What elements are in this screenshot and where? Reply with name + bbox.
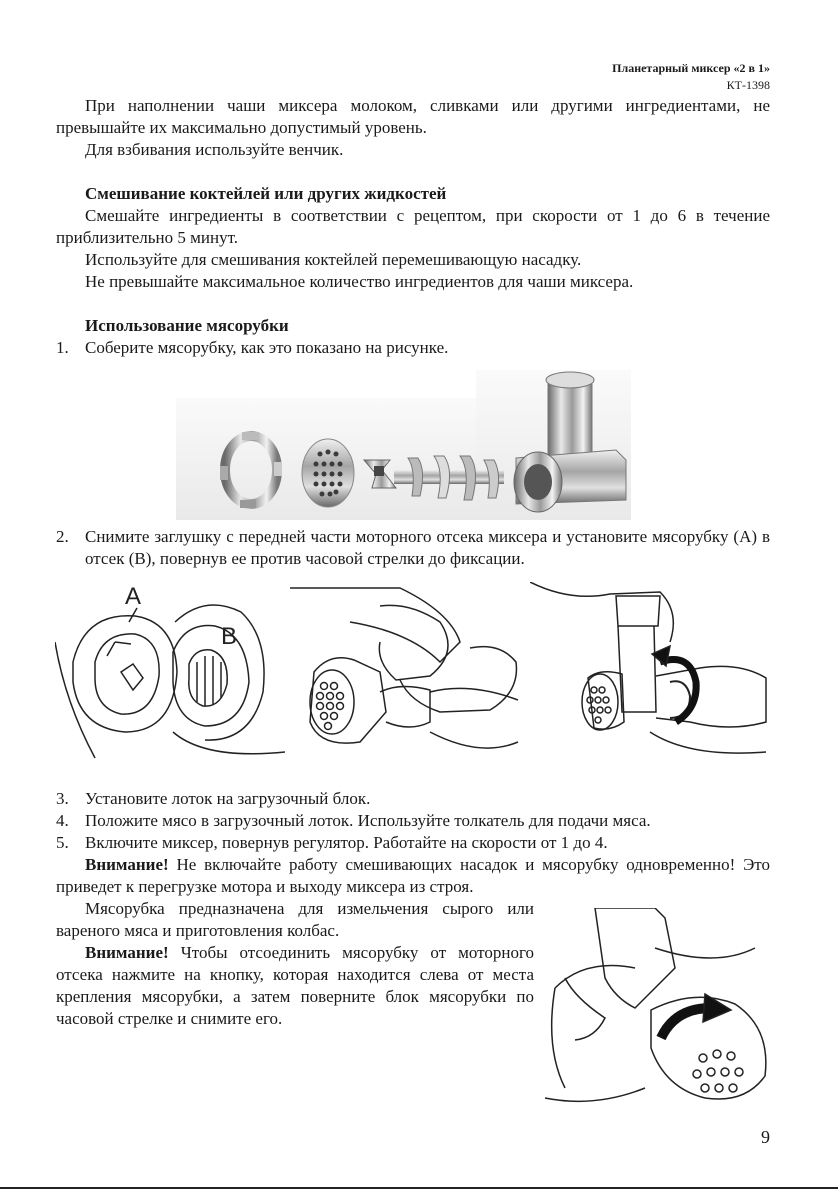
grinder-parts-photo: [176, 370, 631, 520]
warning-detach: [56, 942, 534, 1030]
header-title: Планетарный миксер «2 в 1»: [612, 61, 770, 75]
paragraph-whisk: Для взбивания используйте венчик.: [85, 140, 344, 159]
step-5: [56, 832, 770, 854]
step-3: [56, 788, 770, 810]
warning-2-text: Чтобы отсоединить мясорубку от моторного отсека нажмите на кнопку, которая находится слева от места крепления мясорубки, а затем поверните блок мясорубки по часовой стрелке и снимите его.: [56, 943, 534, 1028]
label-b: B: [221, 623, 238, 650]
step-2-text: Снимите заглушку с передней части моторного отсека миксера и установите мясорубку (А) в отсек (В), повернув ее против часовой стрелки до фиксации.: [85, 527, 770, 568]
step-5-text: Включите миксер, повернув регулятор. Работайте на скорости от 1 до 4.: [85, 833, 608, 852]
running-header: [612, 60, 770, 94]
step-1-number: 1.: [56, 338, 69, 357]
page-number: 9: [761, 1127, 770, 1147]
header-model: КТ-1398: [726, 78, 770, 92]
warning-1-label: Внимание!: [85, 855, 169, 874]
grinding-plate: [302, 439, 354, 507]
step-1: [56, 337, 770, 359]
warning-simultaneous: [56, 854, 770, 898]
step-5-number: 5.: [56, 833, 69, 852]
text-block-steps: [56, 788, 770, 898]
bottom-rule: [0, 1187, 838, 1189]
paragraph-purpose: Мясорубка предназначена для измельчения сырого или вареного мяса и приготовления колбас.: [56, 899, 534, 940]
paragraph-attachment: Используйте для смешивания коктейлей перемешивающую насадку.: [85, 250, 582, 269]
text-block-narrow: [56, 898, 534, 1030]
heading-cocktails: Смешивание коктейлей или других жидкостей: [85, 184, 447, 203]
paragraph-max: Не превышайте максимальное количество ингредиентов для чаши миксера.: [85, 272, 634, 291]
illustration-hand-insert: [290, 582, 525, 762]
step-4: [56, 810, 770, 832]
label-a: A: [125, 583, 142, 610]
warning-2-label: Внимание!: [85, 943, 169, 962]
paragraph-fill: При наполнении чаши миксера молоком, сливками или другими ингредиентами, не превышайте их максимально допустимый уровень.: [56, 96, 770, 137]
step-3-text: Установите лоток на загрузочный блок.: [85, 789, 371, 808]
text-block-step2: [56, 526, 770, 570]
step-2-number: 2.: [56, 527, 69, 546]
text-block-top: [56, 95, 770, 359]
step-4-number: 4.: [56, 811, 69, 830]
step-4-text: Положите мясо в загрузочный лоток. Используйте толкатель для подачи мяса.: [85, 811, 651, 830]
step-1-text: Соберите мясорубку, как это показано на рисунке.: [85, 338, 449, 357]
heading-grinder: Использование мясорубки: [85, 316, 289, 335]
step-3-number: 3.: [56, 789, 69, 808]
illustration-rotate: [530, 582, 770, 762]
illustration-detach: [535, 908, 775, 1108]
paragraph-mix: Смешайте ингредиенты в соответствии с рецептом, при скорости от 1 до 6 в течение приблизительно 5 минут.: [56, 206, 770, 247]
step-2: [56, 526, 770, 570]
illustration-motor-slot: [55, 582, 285, 762]
warning-1-text: Не включайте работу смешивающих насадок и мясорубку одновременно! Это приведет к перегрузке мотора и выходу миксера из строя.: [56, 855, 770, 896]
